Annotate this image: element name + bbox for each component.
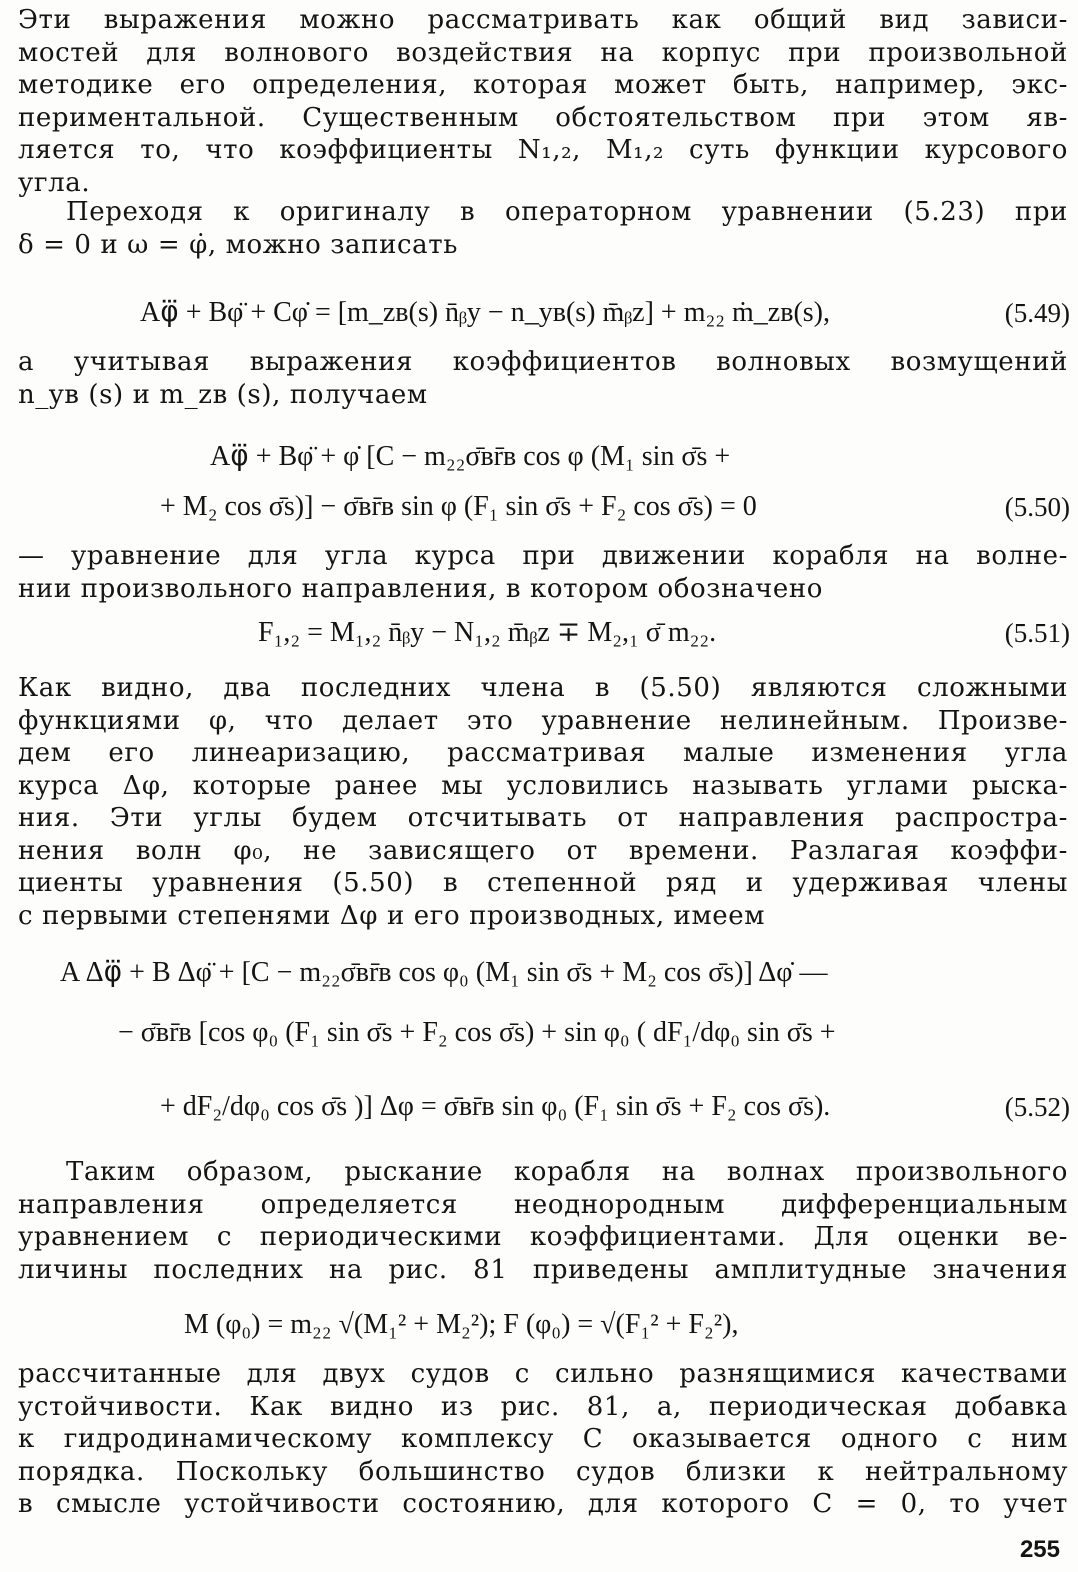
text-line: нии произвольного направления, в котором обозначено xyxy=(18,573,824,604)
text-line: функциями φ, что делает это уравнение нелинейным. Произве- xyxy=(18,705,1068,736)
equation-5-50-line-1: Aφ⃛ + Bφ̈ + φ̇ [C − m₂₂σ̄вr̄в cos φ (M₁ sin σ̄s + xyxy=(210,441,731,472)
text-line: — уравнение для угла курса при движении корабля на волне- xyxy=(18,541,1068,571)
text-line: к гидродинамическому комплексу C оказывается одного с ним xyxy=(18,1424,1068,1454)
paragraph-7 xyxy=(18,1358,1068,1521)
equation-number-5-50: (5.50) xyxy=(1004,492,1070,522)
text-line: ния. Эти углы будем отсчитывать от направления распростра- xyxy=(18,803,1068,833)
text-line: курса Δφ, которые ранее мы условились называть углами рыска- xyxy=(18,770,1068,801)
text-line: в смысле устойчивости состоянию, для которого C = 0, то учет xyxy=(18,1489,1068,1519)
paragraph-1 xyxy=(18,4,1068,199)
text-line: устойчивости. Как видно из рис. 81, а, периодическая добавка xyxy=(18,1391,1068,1422)
equation-number-5-49: (5.49) xyxy=(1004,298,1070,328)
paragraph-4 xyxy=(18,540,1068,605)
equation-number-5-52: (5.52) xyxy=(1004,1092,1070,1122)
text-line: методике его определения, которая может быть, например, экс- xyxy=(18,70,1068,100)
text-line: ляется то, что коэффициенты N₁,₂, M₁,₂ суть функции курсового xyxy=(18,135,1068,165)
text-line: рассчитанные для двух судов с сильно разнящимися качествами xyxy=(18,1359,1068,1389)
paragraph-2 xyxy=(18,196,1068,261)
text-line: нения волн φ₀, не зависящего от времени. Разлагая коэффи- xyxy=(18,835,1068,866)
text-line: мостей для волнового воздействия на корпус при произвольной xyxy=(18,37,1068,68)
equation-5-50-line-2: + M₂ cos σ̄s)] − σ̄вr̄в sin φ (F₁ sin σ̄s + F₂ cos σ̄s) = 0 xyxy=(160,491,757,522)
paragraph-5 xyxy=(18,672,1068,932)
equation-amplitudes: M (φ₀) = m₂₂ √(M₁² + M₂²); F (φ₀) = √(F₁² + F₂²), xyxy=(184,1309,739,1340)
text-line: n_yв (s) и m_zв (s), получаем xyxy=(18,379,428,410)
text-line: Как видно, два последних члена в (5.50) являются сложными xyxy=(18,673,1068,703)
equation-5-49: Aφ⃛ + Bφ̈ + Cφ̇ = [m_zв(s) n̄ᵦy − n_yв(s) m̄ᵦz] + m₂₂ ṁ_zв(s), xyxy=(140,297,830,328)
equation-number-5-51: (5.51) xyxy=(1004,618,1070,648)
text-line: угла. xyxy=(18,167,91,198)
equation-5-52-line-2: − σ̄вr̄в [cos φ₀ (F₁ sin σ̄s + F₂ cos σ̄s) + sin φ₀ ( dF₁/dφ₀ sin σ̄s + xyxy=(118,1017,836,1048)
paragraph-3 xyxy=(18,346,1068,411)
text-line: с первыми степенями Δφ и его производных, имеем xyxy=(18,900,766,931)
text-line: δ = 0 и ω = φ̇, можно записать xyxy=(18,229,459,260)
text-line: периментальной. Существенным обстоятельством при этом яв- xyxy=(18,102,1068,133)
text-line: Таким образом, рыскание корабля на волнах произвольного xyxy=(66,1157,1068,1187)
text-line: циенты уравнения (5.50) в степенной ряд и удерживая члены xyxy=(18,868,1068,898)
equation-5-52-line-3: + dF₂/dφ₀ cos σ̄s )] Δφ = σ̄вr̄в sin φ₀ (F₁ sin σ̄s + F₂ cos σ̄s). xyxy=(160,1091,831,1122)
text-line: а учитывая выражения коэффициентов волновых возмущений xyxy=(18,347,1068,377)
text-line: дем его линеаризацию, рассматривая малые изменения угла xyxy=(18,738,1068,768)
text-line: личины последних на рис. 81 приведены амплитудные значения xyxy=(18,1254,1068,1285)
text-line: Переходя к оригиналу в операторном уравнении (5.23) при xyxy=(66,197,1068,227)
page-number: 255 xyxy=(1019,1536,1060,1563)
text-line: порядка. Поскольку большинство судов близки к нейтральному xyxy=(18,1456,1068,1487)
text-line: Эти выражения можно рассматривать как общий вид зависи- xyxy=(18,5,1068,35)
text-line: уравнением с периодическими коэффициентами. Для оценки ве- xyxy=(18,1222,1068,1252)
text-line: направления определяется неоднородным дифференциальным xyxy=(18,1189,1068,1220)
equation-5-51: F₁,₂ = M₁,₂ n̄ᵦy − N₁,₂ m̄ᵦz ∓ M₂,₁ σ̄ m₂₂. xyxy=(258,617,717,648)
equation-5-52-line-1: A Δφ⃛ + B Δφ̈ + [C − m₂₂σ̄вr̄в cos φ₀ (M₁ sin σ̄s + M₂ cos σ̄s)] Δφ̇ — xyxy=(60,957,828,988)
paragraph-6 xyxy=(18,1156,1068,1286)
